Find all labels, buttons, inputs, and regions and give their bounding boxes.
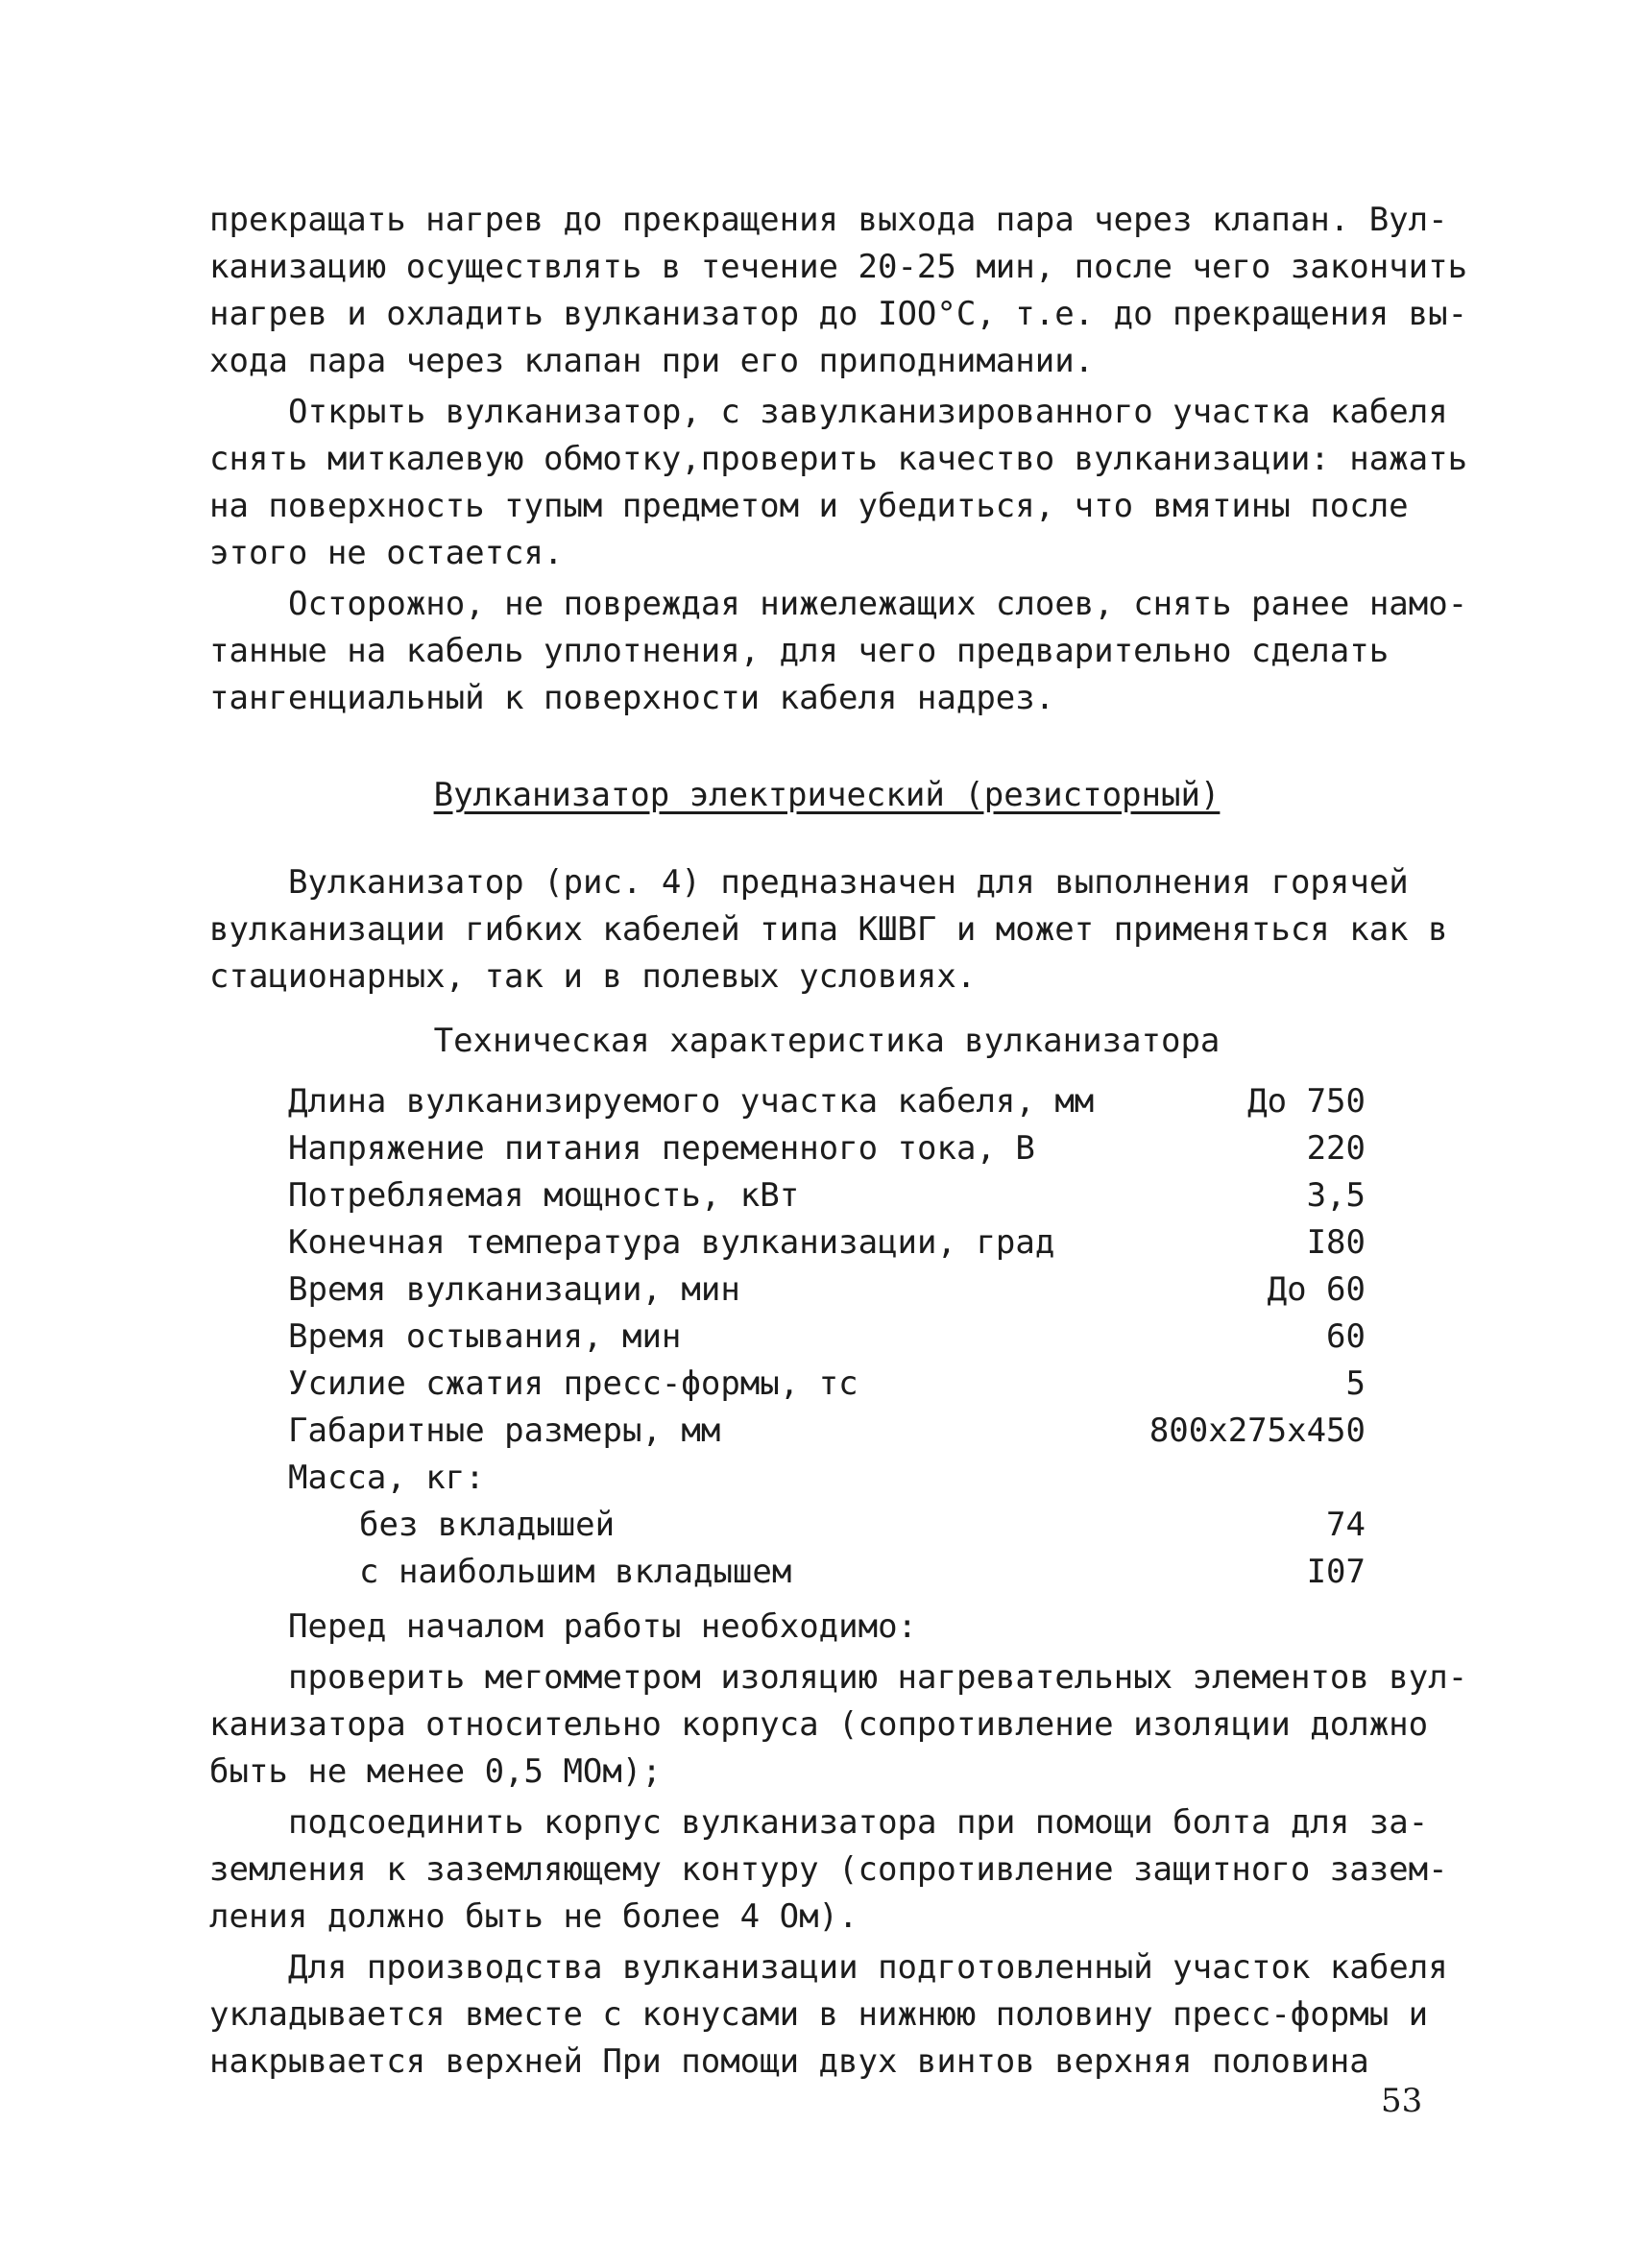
- paragraph-grounding: [209, 1799, 1448, 1941]
- spec-value: До 750: [1247, 1082, 1366, 1121]
- section-heading-text: Вулканизатор электрический (резисторный): [433, 776, 1221, 814]
- text-line: Для производства вулканизации подготовленный участок кабеля: [288, 1948, 1448, 1987]
- spec-row: [288, 1549, 1366, 1596]
- spec-table: [288, 1078, 1366, 1596]
- spec-value: 60: [1326, 1317, 1366, 1356]
- spec-label: без вкладышей: [359, 1506, 616, 1544]
- spec-value: I07: [1306, 1553, 1366, 1591]
- spec-label: Время вулканизации, мин: [288, 1270, 740, 1309]
- spec-value: 220: [1306, 1129, 1366, 1168]
- text-line: Осторожно, не повреждая нижележащих слоев, снять ранее намо-: [288, 585, 1468, 623]
- spec-row: [288, 1219, 1366, 1267]
- spec-value: 800x275x450: [1148, 1411, 1366, 1450]
- spec-row: [288, 1125, 1366, 1172]
- spec-label: Конечная температура вулканизации, град: [288, 1223, 1055, 1262]
- spec-row: [288, 1502, 1366, 1549]
- text-line: стационарных, так и в полевых условиях.: [209, 957, 977, 996]
- spec-row: [288, 1267, 1366, 1314]
- paragraph-before-work: [209, 1604, 1444, 1651]
- text-line: быть не менее 0,5 МОм);: [209, 1752, 662, 1791]
- text-line: ления должно быть не более 4 Ом).: [209, 1897, 858, 1936]
- text-line: танные на кабель уплотнения, для чего предварительно сделать: [209, 632, 1390, 670]
- page-number: 53: [1381, 2082, 1423, 2120]
- text-line: Перед началом работы необходимо:: [288, 1607, 918, 1646]
- spec-label: Длина вулканизируемого участка кабеля, мм: [288, 1082, 1095, 1121]
- text-line: Открыть вулканизатор, с завулканизированного участка кабеля: [288, 393, 1448, 431]
- spec-label: Потребляемая мощность, кВт: [288, 1176, 800, 1215]
- text-line: канизацию осуществлять в течение 20-25 мин, после чего закончить: [209, 248, 1468, 286]
- paragraph-2: [209, 389, 1468, 577]
- spec-value: I80: [1306, 1223, 1366, 1262]
- text-line: хода пара через клапан при его приподнимании.: [209, 342, 1095, 380]
- text-line: на поверхность тупым предметом и убедиться, что вмятины после: [209, 487, 1409, 525]
- spec-value: 5: [1345, 1364, 1366, 1403]
- spec-label: Габаритные размеры, мм: [288, 1411, 721, 1450]
- spec-value: До 60: [1267, 1270, 1366, 1309]
- spec-label: с наибольшим вкладышем: [359, 1553, 792, 1591]
- page-content: [209, 197, 1468, 2089]
- after-spec-section: [209, 1604, 1468, 2086]
- text-line: прекращать нагрев до прекращения выхода пара через клапан. Вул-: [209, 201, 1448, 239]
- spec-row: [288, 1361, 1366, 1408]
- text-line: канизатора относительно корпуса (сопротивление изоляции должно: [209, 1705, 1429, 1744]
- intro-paragraph: [209, 859, 1448, 1001]
- paragraph-1: [209, 197, 1468, 385]
- spec-row: [288, 1408, 1366, 1455]
- text-line: накрывается верхней При помощи двух винтов верхняя половина: [209, 2042, 1369, 2081]
- paragraph-3: [209, 581, 1468, 722]
- spec-title: Техническая характеристика вулканизатора: [433, 1022, 1221, 1060]
- spec-label: Масса, кг:: [288, 1459, 485, 1497]
- spec-label: Время остывания, мин: [288, 1317, 682, 1356]
- spec-row: [288, 1078, 1366, 1125]
- text-line: укладывается вместе с конусами в нижнюю половину пресс-формы и: [209, 1995, 1429, 2034]
- spec-value: 3,5: [1306, 1176, 1366, 1215]
- text-line: проверить мегомметром изоляцию нагревательных элементов вул-: [288, 1658, 1468, 1697]
- spec-row: [288, 1172, 1366, 1219]
- spec-row: [288, 1314, 1366, 1361]
- paragraph-check-insulation: [209, 1654, 1468, 1796]
- text-line: нагрев и охладить вулканизатор до IOO°C, т.е. до прекращения вы-: [209, 295, 1468, 333]
- spec-value: 74: [1326, 1506, 1366, 1544]
- text-line: земления к заземляющему контуру (сопротивление защитного зазем-: [209, 1850, 1448, 1889]
- spec-row: [288, 1455, 1366, 1502]
- text-line: тангенциальный к поверхности кабеля надрез.: [209, 679, 1055, 717]
- paragraph-vulcanization: [209, 1944, 1448, 2086]
- text-line: снять миткалевую обмотку,проверить качество вулканизации: нажать: [209, 440, 1468, 478]
- spec-label: Усилие сжатия пресс-формы, тс: [288, 1364, 858, 1403]
- text-line: вулканизации гибких кабелей типа КШВГ и может применяться как в: [209, 910, 1448, 949]
- spec-label: Напряжение питания переменного тока, В: [288, 1129, 1035, 1168]
- section-heading: [209, 772, 1444, 819]
- text-line: подсоединить корпус вулканизатора при помощи болта для за-: [288, 1803, 1429, 1842]
- text-line: Вулканизатор (рис. 4) предназначен для выполнения горячей: [288, 863, 1409, 902]
- text-line: этого не остается.: [209, 534, 564, 572]
